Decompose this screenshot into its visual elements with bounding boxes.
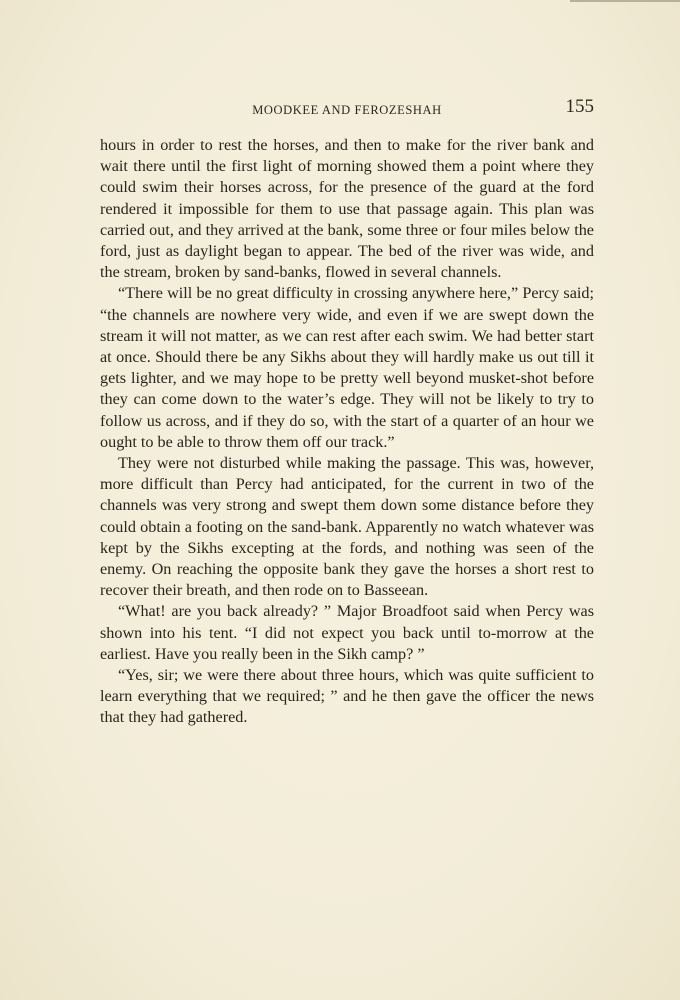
paragraph: “Yes, sir; we were there about three hours, which was quite sufficient to learn everything that we required; ” and he then gave the officer the news that they had gathered. — [100, 666, 594, 727]
paragraph: “There will be no great difficulty in crossing anywhere here,” Percy said; “the channels are nowhere very wide, and even if we are swept down the stream it will not matter, as we can rest after each swim. We had better start at once. Should there be any Sikhs about they will hardly make us out till it gets lighter, and we may hope to be pretty well beyond musket-shot before they can come down to the water’s edge. They will not be likely to try to follow us across, and if they do so, with the start of a quarter of an hour we ought to be able to throw them off our track.” — [100, 284, 594, 451]
paragraph: hours in order to rest the horses, and then to make for the river bank and wait there until the first light of morning showed them a point where they could swim their horses across, for the presence of the guard at the ford rendered it impossible for them to use that passage again. This plan was carried out, and they arrived at the bank, some three or four miles below the ford, just as daylight began to appear. The bed of the river was wide, and the stream, broken by sand-banks, flowed in several channels. — [100, 136, 594, 282]
body-text — [100, 135, 594, 729]
running-title: MOODKEE AND FEROZESHAH — [252, 103, 442, 117]
page-header — [100, 96, 594, 120]
page-number: 155 — [565, 96, 594, 117]
page-edge-rule — [570, 0, 680, 2]
paragraph: “What! are you back already? ” Major Broadfoot said when Percy was shown into his tent. “I did not expect you back until to-morrow at the earliest. Have you really been in the Sikh camp? ” — [100, 602, 594, 663]
paragraph: They were not disturbed while making the passage. This was, however, more difficult than Percy had anticipated, for the current in two of the channels was very strong and swept them down some distance before they could obtain a footing on the sand-bank. Apparently no watch whatever was kept by the Sikhs excepting at the fords, and nothing was seen of the enemy. On reaching the opposite bank they gave the horses a short rest to recover their breath, and then rode on to Basseean. — [100, 454, 594, 600]
